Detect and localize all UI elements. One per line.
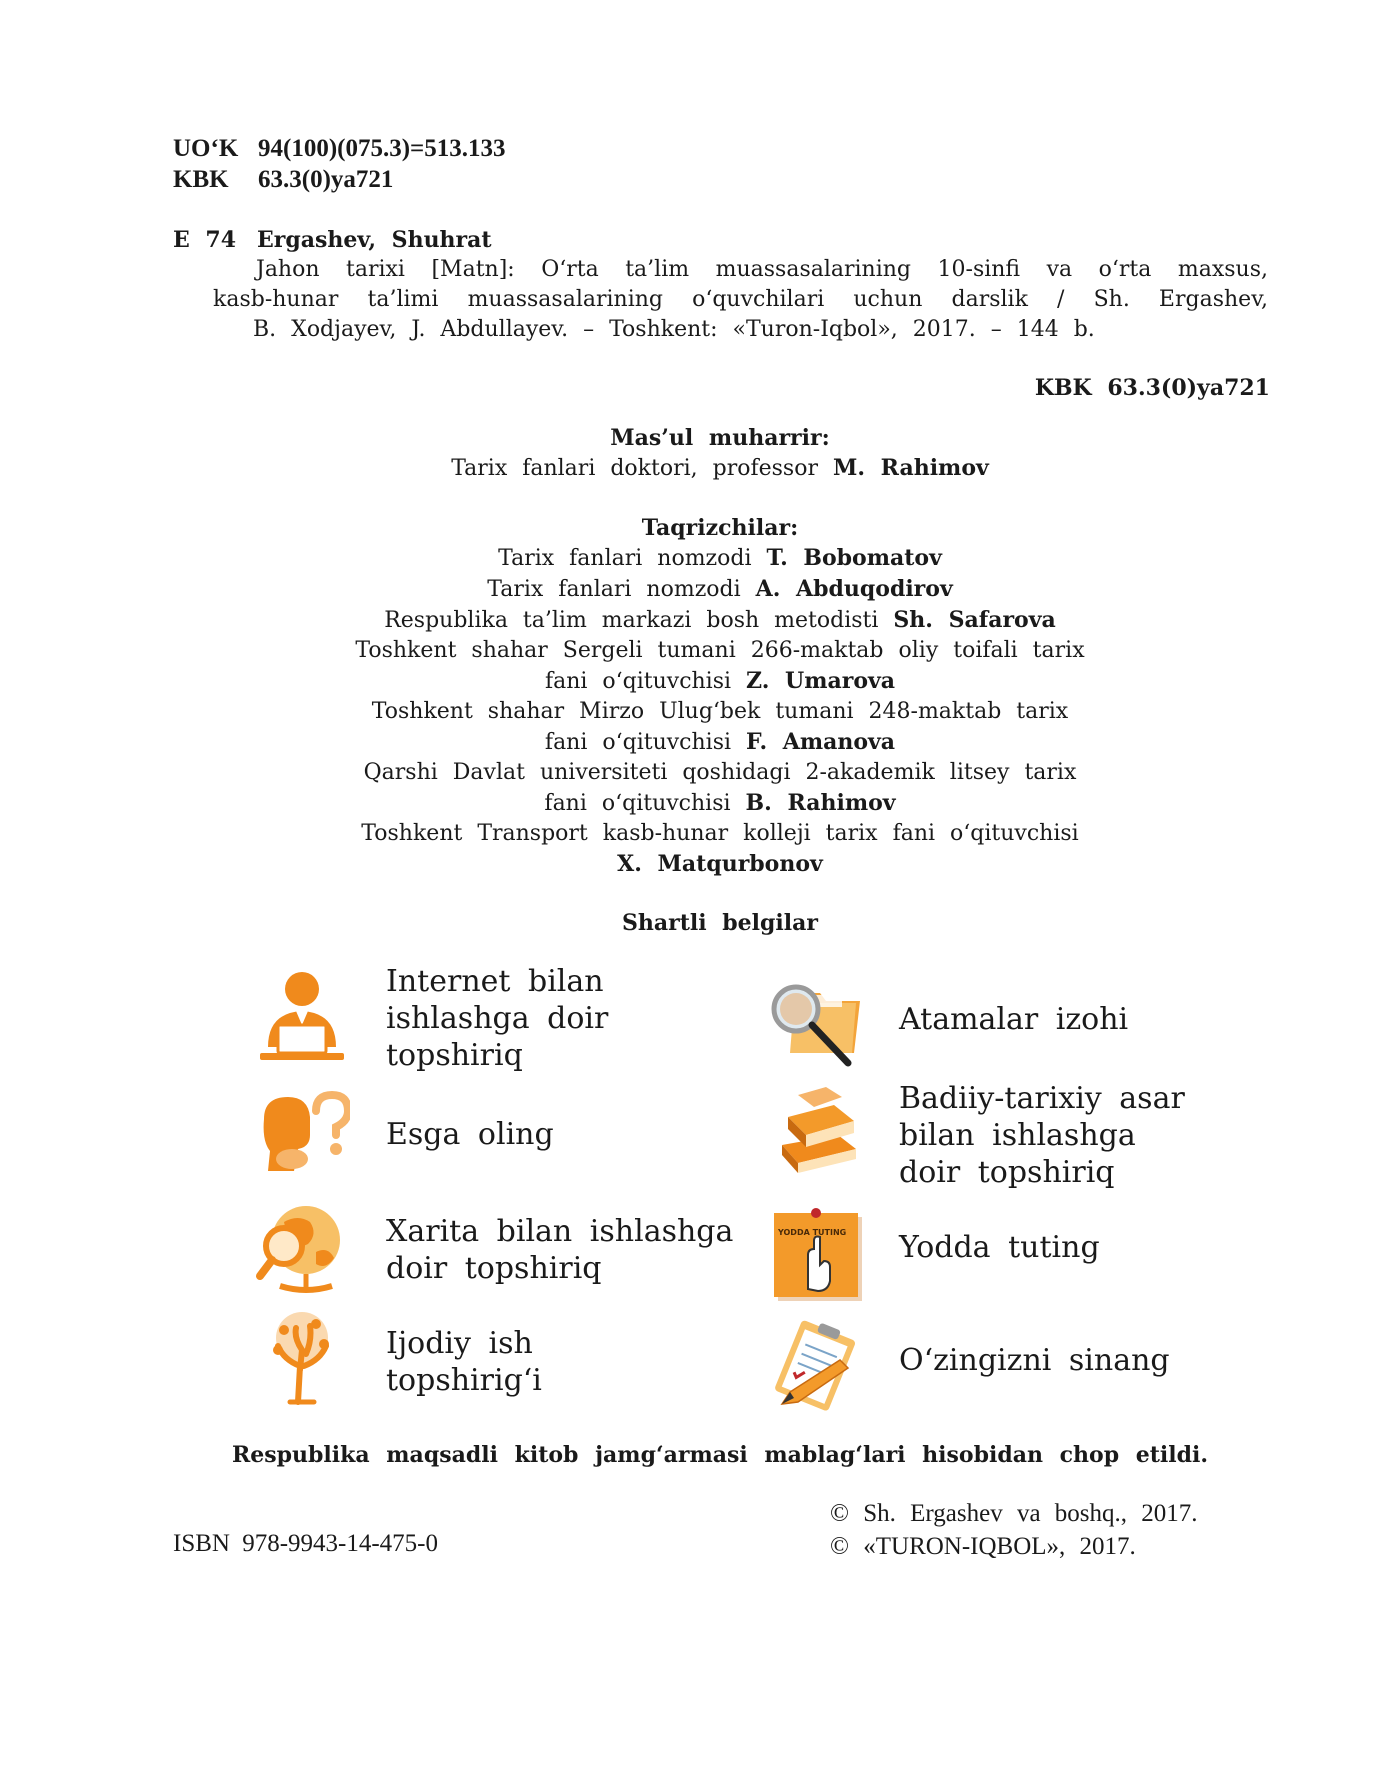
legend-literary-text: [899, 1080, 1185, 1191]
memo-icon-label: YODDA TUTING: [778, 1228, 847, 1237]
legend-text-line: bilan ishlashga: [899, 1118, 1136, 1153]
reviewer-desc: Tarix fanlari nomzodi: [487, 577, 741, 602]
uok-line: [173, 133, 506, 164]
biblio-line-3: B. Xodjayev, J. Abdullayev. – Toshkent: «Turon-Iqbol», 2017. – 144 b.: [253, 317, 1095, 342]
uok-label: UO‘K: [173, 135, 239, 162]
author-name: Ergashev, Shuhrat: [257, 227, 492, 253]
reviewer-6-line-1: Qarshi Davlat universiteti qoshidagi 2-akademik litsey tarix: [363, 760, 1077, 785]
uok-value: 94(100)(075.3)=513.133: [258, 135, 506, 162]
copyright-block: [830, 1497, 1198, 1563]
books-icon: [768, 1083, 864, 1179]
copyright-line-1: © Sh. Ergashev va boshq., 2017.: [830, 1500, 1198, 1527]
legend-internet-text: [386, 963, 608, 1074]
reviewer-name: B. Rahimov: [745, 790, 896, 816]
reviewer-4-line-2: [0, 666, 1378, 697]
funding-note: Respublika maqsadli kitob jamg‘armasi mablag‘lari hisobidan chop etildi.: [231, 1442, 1209, 1468]
legend-text-line: Xarita bilan ishlashga: [386, 1214, 734, 1249]
reviewers-block: [0, 513, 1378, 879]
reviewer-desc: fani o‘qituvchisi: [544, 730, 732, 755]
editor-block: [0, 423, 1378, 484]
editor-name: M. Rahimov: [832, 455, 989, 481]
reviewer-7-line-1: Toshkent Transport kasb-hunar kolleji tarix fani o‘qituvchisi: [361, 821, 1079, 846]
reviewers-title: Taqrizchilar:: [641, 515, 799, 541]
biblio-line-1: Jahon tarixi [Matn]: O‘rta ta’lim muassasalarining 10-sinfi va o‘rta maxsus,: [256, 257, 1268, 282]
legend-text-line: Internet bilan: [386, 964, 604, 999]
kbk-label: KBK: [173, 166, 229, 193]
magnifier-folder-icon: [768, 973, 864, 1069]
biblio-head: [173, 225, 1268, 255]
memo-note-icon: [768, 1205, 864, 1301]
legend-creative-text: [386, 1325, 542, 1399]
thinking-head-icon: [254, 1089, 350, 1185]
kbk-value: 63.3(0)ya721: [258, 166, 394, 193]
legend-text-line: ishlashga doir: [386, 1001, 609, 1036]
biblio-line-2: kasb-hunar ta’limi muassasalarining o‘quvchilari uchun darslik / Sh. Ergashev,: [213, 287, 1268, 312]
legend-text-line: doir topshiriq: [386, 1251, 602, 1286]
reviewer-desc: fani o‘qituvchisi: [544, 669, 732, 694]
reviewer-name: T. Bobomatov: [766, 545, 942, 571]
legend-text-line: Ijodiy ish: [386, 1326, 533, 1361]
legend-map-text: [386, 1213, 733, 1287]
reviewer-name: F. Amanova: [746, 729, 896, 755]
reviewer-5-line-2: [0, 727, 1378, 758]
reviewer-desc: Respublika ta’lim markazi bosh metodisti: [384, 608, 879, 633]
reviewer-7-name: X. Matqurbonov: [617, 851, 823, 877]
reviewer-1: [0, 543, 1378, 574]
kbk-line: [173, 164, 506, 195]
legend-test-text: O‘zingizni sinang: [899, 1343, 1170, 1378]
reviewer-name: Z. Umarova: [746, 668, 896, 694]
legend-title: Shartli belgilar: [622, 910, 818, 936]
legend-text-line: Badiiy-tarixiy asar: [899, 1081, 1185, 1116]
author-code: E 74: [173, 227, 237, 253]
reviewer-name: A. Abduqodirov: [755, 576, 953, 602]
legend-memo-text: Yodda tuting: [899, 1230, 1100, 1265]
editor-desc: Tarix fanlari doktori, professor: [451, 456, 818, 481]
reviewer-desc: fani o‘qituvchisi: [544, 791, 731, 816]
classification-codes: [173, 133, 506, 195]
legend-text-line: doir topshiriq: [899, 1155, 1115, 1190]
reviewer-3: [0, 605, 1378, 636]
reviewer-6-line-2: [0, 788, 1378, 819]
reviewer-5-line-1: Toshkent shahar Mirzo Ulug‘bek tumani 248-maktab tarix: [371, 699, 1069, 724]
kbk-right: KBK 63.3(0)ya721: [1034, 375, 1270, 401]
editor-line: [0, 453, 1378, 484]
isbn: ISBN 978-9943-14-475-0: [173, 1530, 439, 1557]
legend-text-line: topshiriq: [386, 1038, 523, 1073]
reviewer-desc: Tarix fanlari nomzodi: [498, 546, 752, 571]
reviewer-2: [0, 574, 1378, 605]
editor-title: Mas’ul muharrir:: [610, 425, 830, 451]
reviewer-4-line-1: Toshkent shahar Sergeli tumani 266-maktab oliy toifali tarix: [355, 638, 1085, 663]
clipboard-pencil-icon: [768, 1318, 864, 1414]
person-laptop-icon: [254, 967, 350, 1063]
bibliographic-record: [173, 225, 1268, 345]
globe-magnifier-icon: [254, 1200, 350, 1296]
legend-remember-text: Esga oling: [386, 1117, 554, 1152]
copyright-line-2: © «TURON-IQBOL», 2017.: [830, 1533, 1136, 1560]
tree-hands-icon: [254, 1310, 350, 1406]
legend-text-line: topshirig‘i: [386, 1363, 542, 1398]
legend-terms-text: Atamalar izohi: [899, 1002, 1129, 1037]
reviewer-name: Sh. Safarova: [893, 607, 1056, 633]
